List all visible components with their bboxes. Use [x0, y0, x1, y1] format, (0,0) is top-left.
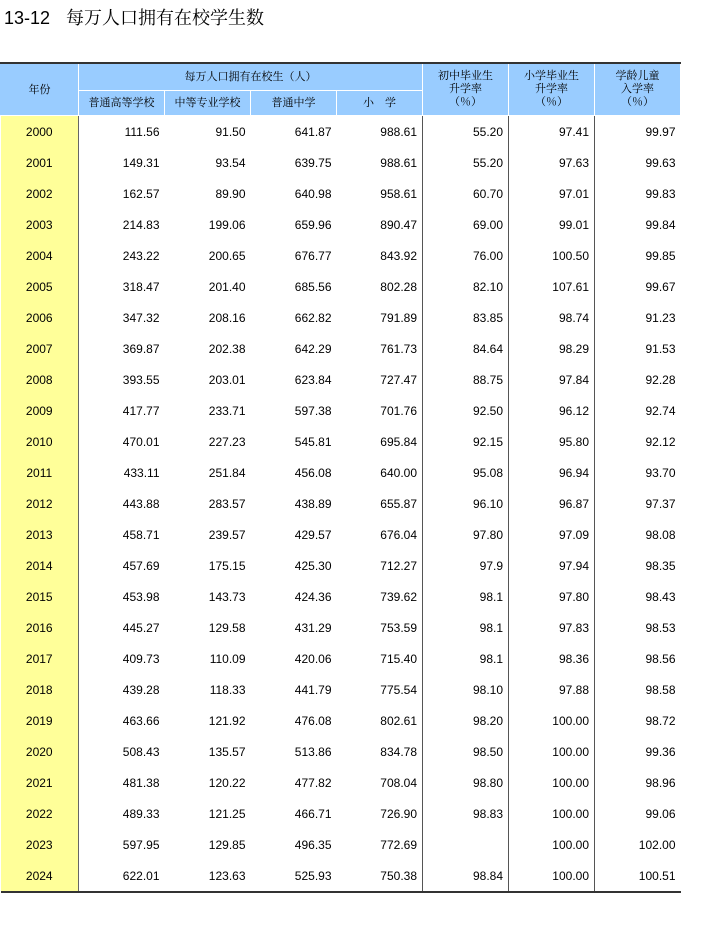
- table-row: [1, 209, 681, 240]
- middle-school-cell: 456.08: [294, 465, 332, 480]
- middle-school-cell: 640.98: [294, 186, 332, 201]
- secondary-vocational-cell: 199.06: [208, 217, 246, 232]
- primary-rate-header-line2: 升学率: [535, 83, 568, 95]
- higher-education-cell: 489.33: [122, 806, 160, 821]
- enroll-rate-header: [595, 63, 681, 116]
- table-row: [1, 364, 681, 395]
- higher-education-cell: 622.01: [79, 860, 165, 892]
- middle-school-cell: 424.36: [294, 589, 332, 604]
- table-row: [1, 178, 681, 209]
- table-row: [1, 457, 681, 488]
- higher-education-cell: 214.83: [122, 217, 160, 232]
- higher-education-cell: 463.66: [122, 713, 160, 728]
- primary-school-cell: 988.61: [380, 124, 417, 139]
- primary-school-cell: 761.73: [380, 341, 417, 356]
- middle-school-cell: 685.56: [294, 279, 332, 294]
- higher-education-cell: 149.31: [122, 155, 160, 170]
- enroll-rate-cell: 99.06: [595, 798, 681, 829]
- primary-school-cell: 708.04: [380, 775, 417, 790]
- primary-school-cell: 712.27: [380, 558, 417, 573]
- higher-education-cell: 111.56: [124, 124, 160, 139]
- secondary-vocational-cell: 201.40: [208, 279, 246, 294]
- higher-education-cell: 453.98: [122, 589, 160, 604]
- junior-rate-cell: 98.1: [423, 643, 509, 674]
- table-row: [1, 798, 681, 829]
- middle-school-header: 普通中学: [251, 91, 337, 116]
- primary-school-cell: 791.89: [380, 310, 417, 325]
- primary-school-cell: 890.47: [380, 217, 417, 232]
- higher-education-cell: 470.01: [122, 434, 160, 449]
- table-row: [1, 612, 681, 643]
- secondary-vocational-cell: 208.16: [208, 310, 246, 325]
- middle-school-cell: 513.86: [294, 744, 332, 759]
- primary-rate-cell: 95.80: [509, 426, 595, 457]
- primary-rate-cell: 98.74: [509, 302, 595, 333]
- enroll-rate-cell: 99.36: [595, 736, 681, 767]
- secondary-vocational-header: 中等专业学校: [165, 91, 251, 116]
- primary-rate-cell: 100.00: [509, 767, 595, 798]
- enroll-rate-cell: 99.67: [595, 271, 681, 302]
- table-row: [1, 333, 681, 364]
- secondary-vocational-cell: 175.15: [208, 558, 246, 573]
- primary-school-cell: 701.76: [380, 403, 417, 418]
- table-row: [1, 860, 681, 892]
- primary-rate-header-line1: 小学毕业生: [524, 70, 579, 82]
- secondary-vocational-cell: 202.38: [208, 341, 246, 356]
- junior-rate-cell: 84.64: [423, 333, 509, 364]
- secondary-vocational-cell: 239.57: [208, 527, 246, 542]
- table-row: [1, 488, 681, 519]
- primary-school-cell: 715.40: [380, 651, 417, 666]
- secondary-vocational-cell: 118.33: [209, 682, 246, 697]
- year-cell: 2005: [1, 271, 79, 302]
- junior-rate-cell: 92.50: [423, 395, 509, 426]
- middle-school-cell: 639.75: [294, 155, 332, 170]
- junior-rate-cell: 69.00: [423, 209, 509, 240]
- primary-rate-cell: 97.84: [509, 364, 595, 395]
- secondary-vocational-cell: 120.22: [208, 775, 246, 790]
- table-row: [1, 674, 681, 705]
- table-row: [1, 519, 681, 550]
- secondary-vocational-cell: 227.23: [208, 434, 246, 449]
- year-cell: 2011: [1, 457, 79, 488]
- junior-rate-cell: 97.80: [423, 519, 509, 550]
- middle-school-cell: 438.89: [294, 496, 332, 511]
- primary-rate-cell: 98.36: [509, 643, 595, 674]
- higher-education-cell: 439.28: [122, 682, 160, 697]
- junior-rate-cell: 96.10: [423, 488, 509, 519]
- table-row: [1, 147, 681, 178]
- middle-school-cell: 641.87: [294, 124, 332, 139]
- junior-rate-cell: 98.1: [423, 581, 509, 612]
- enroll-rate-cell: 98.58: [595, 674, 681, 705]
- enroll-rate-cell: 99.97: [595, 116, 681, 148]
- enroll-rate-cell: 91.53: [595, 333, 681, 364]
- year-cell: 2010: [1, 426, 79, 457]
- enroll-rate-cell: 97.37: [595, 488, 681, 519]
- enroll-rate-cell: 99.85: [595, 240, 681, 271]
- junior-rate-cell: 92.15: [423, 426, 509, 457]
- secondary-vocational-cell: 93.54: [215, 155, 246, 170]
- table-title: 每万人口拥有在校学生数: [66, 8, 265, 29]
- year-cell: 2002: [1, 178, 79, 209]
- year-cell: 2007: [1, 333, 79, 364]
- higher-education-cell: 347.32: [122, 310, 160, 325]
- primary-rate-cell: 100.00: [509, 736, 595, 767]
- enroll-rate-cell: 92.28: [595, 364, 681, 395]
- primary-rate-cell: 100.50: [509, 240, 595, 271]
- junior-rate-cell: 83.85: [423, 302, 509, 333]
- primary-rate-cell: 96.87: [509, 488, 595, 519]
- statistics-table: [0, 62, 681, 893]
- primary-rate-cell: 98.29: [509, 333, 595, 364]
- enroll-rate-cell: 93.70: [595, 457, 681, 488]
- primary-school-cell: 843.92: [380, 248, 417, 263]
- enroll-rate-cell: 99.63: [595, 147, 681, 178]
- secondary-vocational-cell: 251.84: [208, 465, 246, 480]
- enroll-rate-cell: 98.72: [595, 705, 681, 736]
- junior-rate-header-line3: （％）: [449, 96, 482, 108]
- secondary-vocational-cell: 89.90: [215, 186, 246, 201]
- middle-school-cell: 662.82: [294, 310, 332, 325]
- primary-rate-cell: 97.01: [509, 178, 595, 209]
- primary-rate-cell: 100.00: [509, 829, 595, 860]
- enroll-rate-header-line1: 学龄儿童: [615, 70, 660, 82]
- higher-education-cell: 162.57: [122, 186, 160, 201]
- enroll-rate-cell: 92.12: [595, 426, 681, 457]
- primary-school-cell: 640.00: [380, 465, 417, 480]
- year-cell: 2020: [1, 736, 79, 767]
- junior-rate-cell: 88.75: [423, 364, 509, 395]
- middle-school-cell: 496.35: [294, 837, 332, 852]
- enroll-rate-cell: 102.00: [595, 829, 681, 860]
- junior-rate-cell: 82.10: [423, 271, 509, 302]
- middle-school-cell: 545.81: [294, 434, 332, 449]
- enroll-rate-cell: 98.53: [595, 612, 681, 643]
- primary-school-cell: 834.78: [380, 744, 417, 759]
- higher-education-header: 普通高等学校: [79, 91, 165, 116]
- junior-rate-cell: 76.00: [423, 240, 509, 271]
- enroll-rate-header-line3: （％）: [621, 96, 654, 108]
- year-cell: 2022: [1, 798, 79, 829]
- year-column-header: 年份: [1, 63, 79, 116]
- higher-education-cell: 393.55: [122, 372, 160, 387]
- middle-school-cell: 659.96: [294, 217, 332, 232]
- junior-rate-cell: [423, 829, 509, 860]
- table-body: [1, 116, 681, 893]
- table-number: 13-12: [4, 8, 51, 28]
- middle-school-cell: 431.29: [294, 620, 332, 635]
- secondary-vocational-cell: 123.63: [165, 860, 251, 892]
- enroll-rate-cell: 98.43: [595, 581, 681, 612]
- higher-education-cell: 318.47: [122, 279, 160, 294]
- higher-education-cell: 409.73: [122, 651, 160, 666]
- middle-school-cell: 425.30: [294, 558, 332, 573]
- higher-education-cell: 443.88: [122, 496, 160, 511]
- primary-school-cell: 772.69: [380, 837, 417, 852]
- primary-school-cell: 695.84: [380, 434, 417, 449]
- primary-rate-cell: 107.61: [509, 271, 595, 302]
- junior-rate-cell: 98.83: [423, 798, 509, 829]
- middle-school-cell: 623.84: [294, 372, 332, 387]
- table-row: [1, 643, 681, 674]
- table-row: [1, 550, 681, 581]
- year-cell: 2013: [1, 519, 79, 550]
- table-row: [1, 581, 681, 612]
- table-row: [1, 767, 681, 798]
- year-cell: 2015: [1, 581, 79, 612]
- table-row: [1, 829, 681, 860]
- year-cell: 2016: [1, 612, 79, 643]
- year-cell: 2012: [1, 488, 79, 519]
- year-cell: 2024: [1, 860, 79, 892]
- primary-school-cell: 775.54: [380, 682, 417, 697]
- year-cell: 2006: [1, 302, 79, 333]
- middle-school-cell: 642.29: [294, 341, 332, 356]
- junior-rate-cell: 98.84: [423, 860, 509, 892]
- higher-education-cell: 369.87: [122, 341, 160, 356]
- year-cell: 2003: [1, 209, 79, 240]
- primary-school-cell: 958.61: [380, 186, 417, 201]
- year-cell: 2018: [1, 674, 79, 705]
- primary-rate-cell: 97.94: [509, 550, 595, 581]
- junior-rate-cell: 98.20: [423, 705, 509, 736]
- year-cell: 2017: [1, 643, 79, 674]
- enroll-rate-cell: 98.35: [595, 550, 681, 581]
- junior-rate-cell: 95.08: [423, 457, 509, 488]
- primary-rate-cell: 97.80: [509, 581, 595, 612]
- year-cell: 2014: [1, 550, 79, 581]
- primary-school-cell: 753.59: [380, 620, 417, 635]
- enroll-rate-cell: 100.51: [595, 860, 681, 892]
- students-group-header: 每万人口拥有在校生（人）: [79, 63, 423, 91]
- higher-education-cell: 457.69: [122, 558, 160, 573]
- table-row: [1, 116, 681, 148]
- enroll-rate-cell: 92.74: [595, 395, 681, 426]
- junior-rate-cell: 60.70: [423, 178, 509, 209]
- higher-education-cell: 445.27: [122, 620, 160, 635]
- secondary-vocational-cell: 91.50: [215, 124, 246, 139]
- higher-education-cell: 243.22: [122, 248, 160, 263]
- year-cell: 2023: [1, 829, 79, 860]
- primary-school-cell: 655.87: [380, 496, 417, 511]
- primary-rate-cell: 97.83: [509, 612, 595, 643]
- table-row: [1, 240, 681, 271]
- secondary-vocational-cell: 121.92: [208, 713, 246, 728]
- enroll-rate-cell: 99.84: [595, 209, 681, 240]
- secondary-vocational-cell: 203.01: [208, 372, 246, 387]
- higher-education-cell: 508.43: [122, 744, 160, 759]
- higher-education-cell: 458.71: [122, 527, 160, 542]
- table-row: [1, 736, 681, 767]
- primary-school-cell: 750.38: [337, 860, 423, 892]
- enroll-rate-cell: 99.83: [595, 178, 681, 209]
- junior-rate-header-line1: 初中毕业生: [438, 70, 493, 82]
- primary-school-cell: 802.28: [380, 279, 417, 294]
- table-row: [1, 705, 681, 736]
- junior-rate-cell: 98.50: [423, 736, 509, 767]
- middle-school-cell: 429.57: [294, 527, 332, 542]
- primary-rate-header-line3: （％）: [535, 96, 568, 108]
- enroll-rate-cell: 91.23: [595, 302, 681, 333]
- junior-rate-cell: 55.20: [423, 147, 509, 178]
- table-row: [1, 271, 681, 302]
- enroll-rate-cell: 98.08: [595, 519, 681, 550]
- primary-rate-cell: 100.00: [509, 705, 595, 736]
- year-cell: 2000: [1, 116, 79, 148]
- junior-rate-header-line2: 升学率: [449, 83, 482, 95]
- primary-rate-cell: 99.01: [509, 209, 595, 240]
- secondary-vocational-cell: 233.71: [208, 403, 246, 418]
- higher-education-cell: 417.77: [122, 403, 160, 418]
- secondary-vocational-cell: 121.25: [208, 806, 246, 821]
- primary-rate-header: [509, 63, 595, 116]
- junior-rate-header: [423, 63, 509, 116]
- junior-rate-cell: 98.80: [423, 767, 509, 798]
- enroll-rate-cell: 98.56: [595, 643, 681, 674]
- middle-school-cell: 676.77: [294, 248, 332, 263]
- secondary-vocational-cell: 110.09: [209, 651, 246, 666]
- page-title: [4, 6, 264, 31]
- year-cell: 2004: [1, 240, 79, 271]
- primary-school-cell: 676.04: [380, 527, 417, 542]
- primary-school-cell: 988.61: [380, 155, 417, 170]
- table-row: [1, 395, 681, 426]
- higher-education-cell: 433.11: [123, 465, 160, 480]
- junior-rate-cell: 98.1: [423, 612, 509, 643]
- year-cell: 2021: [1, 767, 79, 798]
- enroll-rate-header-line2: 入学率: [621, 83, 654, 95]
- junior-rate-cell: 98.10: [423, 674, 509, 705]
- secondary-vocational-cell: 283.57: [208, 496, 246, 511]
- primary-school-cell: 739.62: [380, 589, 417, 604]
- middle-school-cell: 477.82: [294, 775, 332, 790]
- enroll-rate-cell: 98.96: [595, 767, 681, 798]
- higher-education-cell: 597.95: [122, 837, 160, 852]
- secondary-vocational-cell: 143.73: [208, 589, 246, 604]
- middle-school-cell: 466.71: [294, 806, 332, 821]
- middle-school-cell: 476.08: [294, 713, 332, 728]
- junior-rate-cell: 97.9: [423, 550, 509, 581]
- secondary-vocational-cell: 129.85: [208, 837, 246, 852]
- middle-school-cell: 525.93: [251, 860, 337, 892]
- primary-rate-cell: 96.94: [509, 457, 595, 488]
- year-cell: 2009: [1, 395, 79, 426]
- year-cell: 2019: [1, 705, 79, 736]
- higher-education-cell: 481.38: [122, 775, 160, 790]
- primary-school-cell: 726.90: [380, 806, 417, 821]
- primary-school-cell: 727.47: [380, 372, 417, 387]
- primary-rate-cell: 100.00: [509, 798, 595, 829]
- primary-rate-cell: 97.88: [509, 674, 595, 705]
- secondary-vocational-cell: 200.65: [208, 248, 246, 263]
- table-row: [1, 426, 681, 457]
- primary-rate-cell: 97.41: [509, 116, 595, 148]
- secondary-vocational-cell: 129.58: [208, 620, 246, 635]
- primary-rate-cell: 97.63: [509, 147, 595, 178]
- table-row: [1, 302, 681, 333]
- junior-rate-cell: 55.20: [423, 116, 509, 148]
- primary-rate-cell: 96.12: [509, 395, 595, 426]
- year-cell: 2001: [1, 147, 79, 178]
- middle-school-cell: 441.79: [294, 682, 332, 697]
- primary-school-cell: 802.61: [380, 713, 417, 728]
- primary-school-header: 小 学: [337, 91, 423, 116]
- year-cell: 2008: [1, 364, 79, 395]
- middle-school-cell: 420.06: [294, 651, 332, 666]
- middle-school-cell: 597.38: [294, 403, 332, 418]
- primary-rate-cell: 97.09: [509, 519, 595, 550]
- primary-rate-cell: 100.00: [509, 860, 595, 892]
- table-header: [1, 63, 681, 116]
- secondary-vocational-cell: 135.57: [208, 744, 246, 759]
